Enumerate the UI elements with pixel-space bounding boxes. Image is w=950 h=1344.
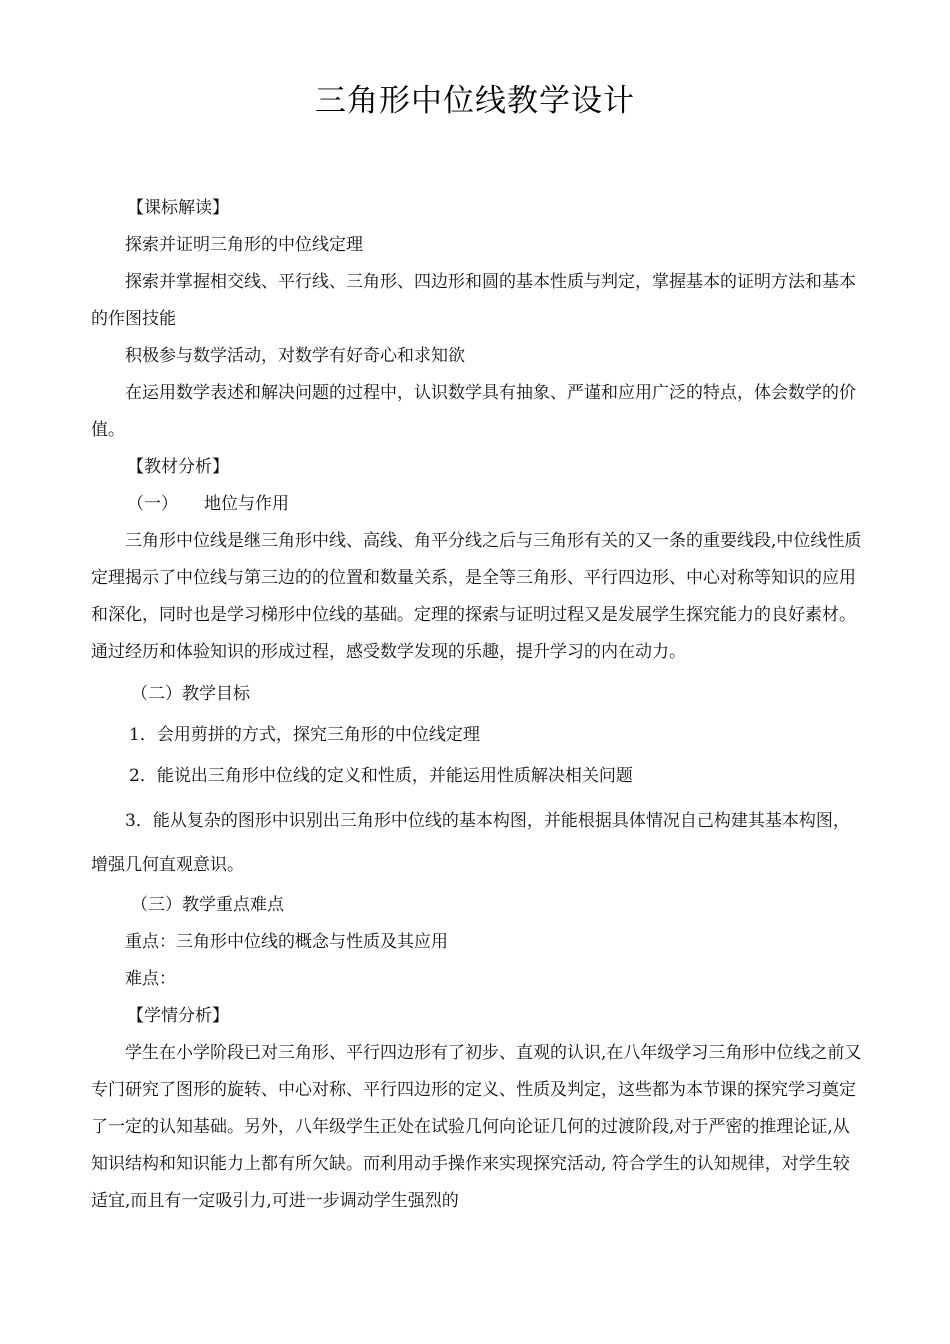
students-analysis-paragraph: 学生在小学阶段已对三角形、平行四边形有了初步、直观的认识,在八年级学习三角形中位线之前又专门研究了图形的旋转、中心对称、平行四边形的定义、性质及判定，这些都为本节课的探究学习奠定了一定的认知基础。另外，八年级学生正处在试验几何向论证几何的过渡阶段,对于严密的推理论证,从知识结构和知识能力上都有所欠缺。而利用动手操作来实现探究活动, 符合学生的认知规律，对学生较适宜,而且有一定吸引力,可进一步调动学生强烈的 (91, 1043, 862, 1211)
section-heading-curriculum: 【课标解读】 (127, 198, 229, 218)
difficult-point: 难点： (125, 969, 176, 989)
curriculum-paragraph-4: 在运用数学表述和解决问题的过程中，认识数学具有抽象、严谨和应用广泛的特点，体会数学的价值。 (91, 383, 856, 440)
document-title: 三角形中位线教学设计 (315, 83, 635, 119)
material-subheading-3: （三）教学重点难点 (131, 895, 284, 915)
curriculum-paragraph-1: 探索并证明三角形的中位线定理 (125, 235, 363, 255)
material-subheading-1-number: （一） (127, 494, 178, 514)
material-subheading-2: （二）教学目标 (131, 684, 250, 704)
teaching-goal-3: 3．能从复杂的图形中识别出三角形中位线的基本构图，并能根据具体情况自己构建其基本构图，增强几何直观意识。 (91, 811, 850, 875)
material-subheading-1 (91, 486, 863, 523)
section-heading-students: 【学情分析】 (127, 1006, 229, 1026)
key-point: 重点：三角形中位线的概念与性质及其应用 (125, 932, 448, 952)
teaching-goal-1: 1．会用剪拼的方式，探究三角形的中位线定理 (129, 725, 480, 745)
teaching-goal-2: 2．能说出三角形中位线的定义和性质，并能运用性质解决相关问题 (129, 766, 633, 786)
material-role-paragraph: 三角形中位线是继三角形中线、高线、角平分线之后与三角形有关的又一条的重要线段,中位线性质定理揭示了中位线与第三边的的位置和数量关系，是全等三角形、平行四边形、中心对称等知识的应用和深化，同时也是学习梯形中位线的基础。定理的探索与证明过程又是发展学生探究能力的良好素材。通过经历和体验知识的形成过程，感受数学发现的乐趣，提升学习的内在动力。 (91, 531, 862, 662)
section-heading-material: 【教材分析】 (127, 457, 229, 477)
material-subheading-1-title: 地位与作用 (204, 494, 289, 514)
curriculum-paragraph-3: 积极参与数学活动，对数学有好奇心和求知欲 (125, 346, 465, 366)
document-body (91, 190, 863, 1220)
curriculum-paragraph-2: 探索并掌握相交线、平行线、三角形、四边形和圆的基本性质与判定，掌握基本的证明方法和基本的作图技能 (91, 272, 856, 329)
